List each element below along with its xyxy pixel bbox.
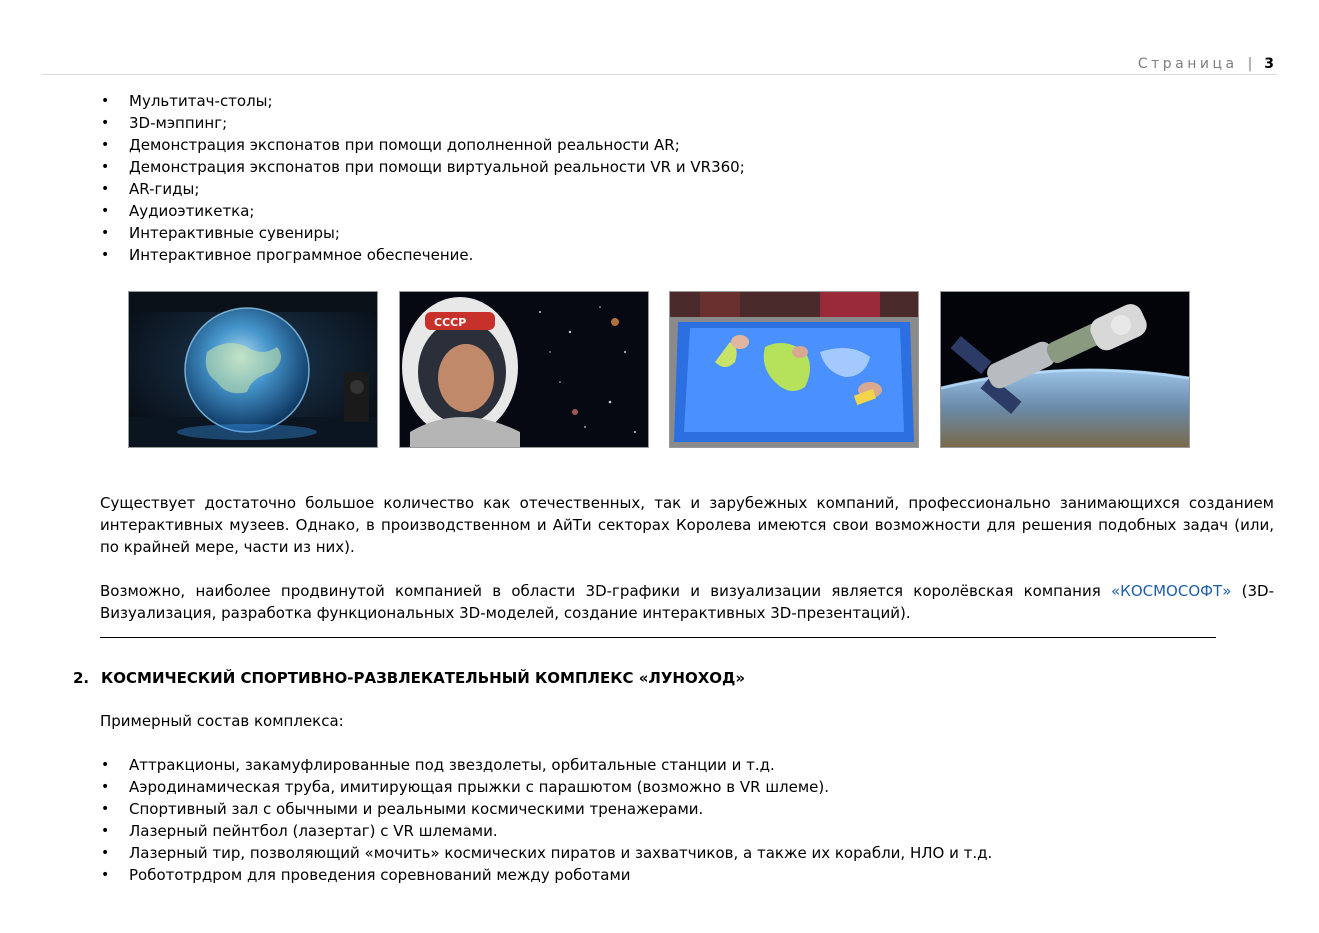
list-item: • Интерактивное программное обеспечение. xyxy=(101,246,474,264)
list-item: • Демонстрация экспонатов при помощи виртуальной реальности VR и VR360; xyxy=(101,158,745,176)
paragraph: Существует достаточно большое количество как отечественных, так и зарубежных компаний, профессионально занимающихся созданием интерактивных музеев. Однако, в производственном и АйТи секторах Королева имеются свои возможности для решения подобных задач (или, по крайней мере, части из них). xyxy=(100,494,1274,556)
multitouch-table-map-image xyxy=(669,291,919,448)
bullet-icon: • xyxy=(101,225,110,241)
page-label: Страница xyxy=(1137,56,1238,72)
complex-composition-list xyxy=(100,754,992,886)
space-station-icon xyxy=(941,292,1189,447)
cosmonaut-portrait-image xyxy=(399,291,649,448)
bullet-icon: • xyxy=(101,757,110,773)
bullet-icon: • xyxy=(101,203,110,219)
image-strip xyxy=(128,291,1191,448)
paragraph: Возможно, наиболее продвинутой компанией в области 3D-графики и визуализации является королёвская компания «КОСМОСОФТ» (3D-Визуализация, разработка функциональных 3D-моделей, создание интерактивных 3D-презентаций). xyxy=(100,582,1274,622)
bullet-icon: • xyxy=(101,115,110,131)
section-number: 2. xyxy=(73,669,90,687)
list-item: • Робототрдром для проведения соревнований между роботами xyxy=(101,866,631,884)
bullet-icon: • xyxy=(101,247,110,263)
space-station-orbit-image xyxy=(940,291,1190,448)
section-title: КОСМИЧЕСКИЙ СПОРТИВНО-РАЗВЛЕКАТЕЛЬНЫЙ КОМПЛЕКС «ЛУНОХОД» xyxy=(101,669,746,687)
bullet-icon: • xyxy=(101,801,110,817)
svg-text:CCCP: CCCP xyxy=(434,316,467,329)
intro-text: Примерный состав комплекса: xyxy=(100,712,344,730)
cosmonaut-icon xyxy=(400,292,648,447)
kosmosoft-link[interactable]: «КОСМОСОФТ» xyxy=(1111,582,1232,600)
list-item: • Аэродинамическая труба, имитирующая прыжки с парашютом (возможно в VR шлеме). xyxy=(101,778,830,796)
exhibit-tech-list xyxy=(100,90,745,266)
list-item: • Интерактивные сувениры; xyxy=(101,224,340,242)
list-item: • Спортивный зал с обычными и реальными космическими тренажерами. xyxy=(101,800,704,818)
list-item: • 3D-мэппинг; xyxy=(101,114,228,132)
list-item: • Аттракционы, закамуфлированные под звездолеты, орбитальные станции и т.д. xyxy=(101,756,775,774)
holographic-globe-icon xyxy=(129,292,377,447)
section-heading xyxy=(73,667,745,689)
list-item: • Мультитач-столы; xyxy=(101,92,273,110)
header-rule xyxy=(42,74,1277,75)
list-item: • Лазерный пейнтбол (лазертаг) с VR шлемами. xyxy=(101,822,498,840)
bullet-icon: • xyxy=(101,137,110,153)
list-item: • Лазерный тир, позволяющий «мочить» космических пиратов и захватчиков, а также их корабли, НЛО и т.д. xyxy=(101,844,993,862)
bullet-icon: • xyxy=(101,779,110,795)
list-item: • Демонстрация экспонатов при помощи дополненной реальности AR; xyxy=(101,136,680,154)
bullet-icon: • xyxy=(101,867,110,883)
holographic-globe-image xyxy=(128,291,378,448)
touch-table-icon xyxy=(670,292,918,447)
bullet-icon: • xyxy=(101,845,110,861)
bullet-icon: • xyxy=(101,181,110,197)
bullet-icon: • xyxy=(101,93,110,109)
bullet-icon: • xyxy=(101,159,110,175)
list-item: • AR-гиды; xyxy=(101,180,200,198)
bullet-icon: • xyxy=(101,823,110,839)
page-number: 3 xyxy=(1264,56,1274,72)
list-item: • Аудиоэтикетка; xyxy=(101,202,255,220)
page-header-label xyxy=(1138,56,1274,72)
section-divider xyxy=(100,637,1216,638)
header-separator: | xyxy=(1247,56,1253,72)
